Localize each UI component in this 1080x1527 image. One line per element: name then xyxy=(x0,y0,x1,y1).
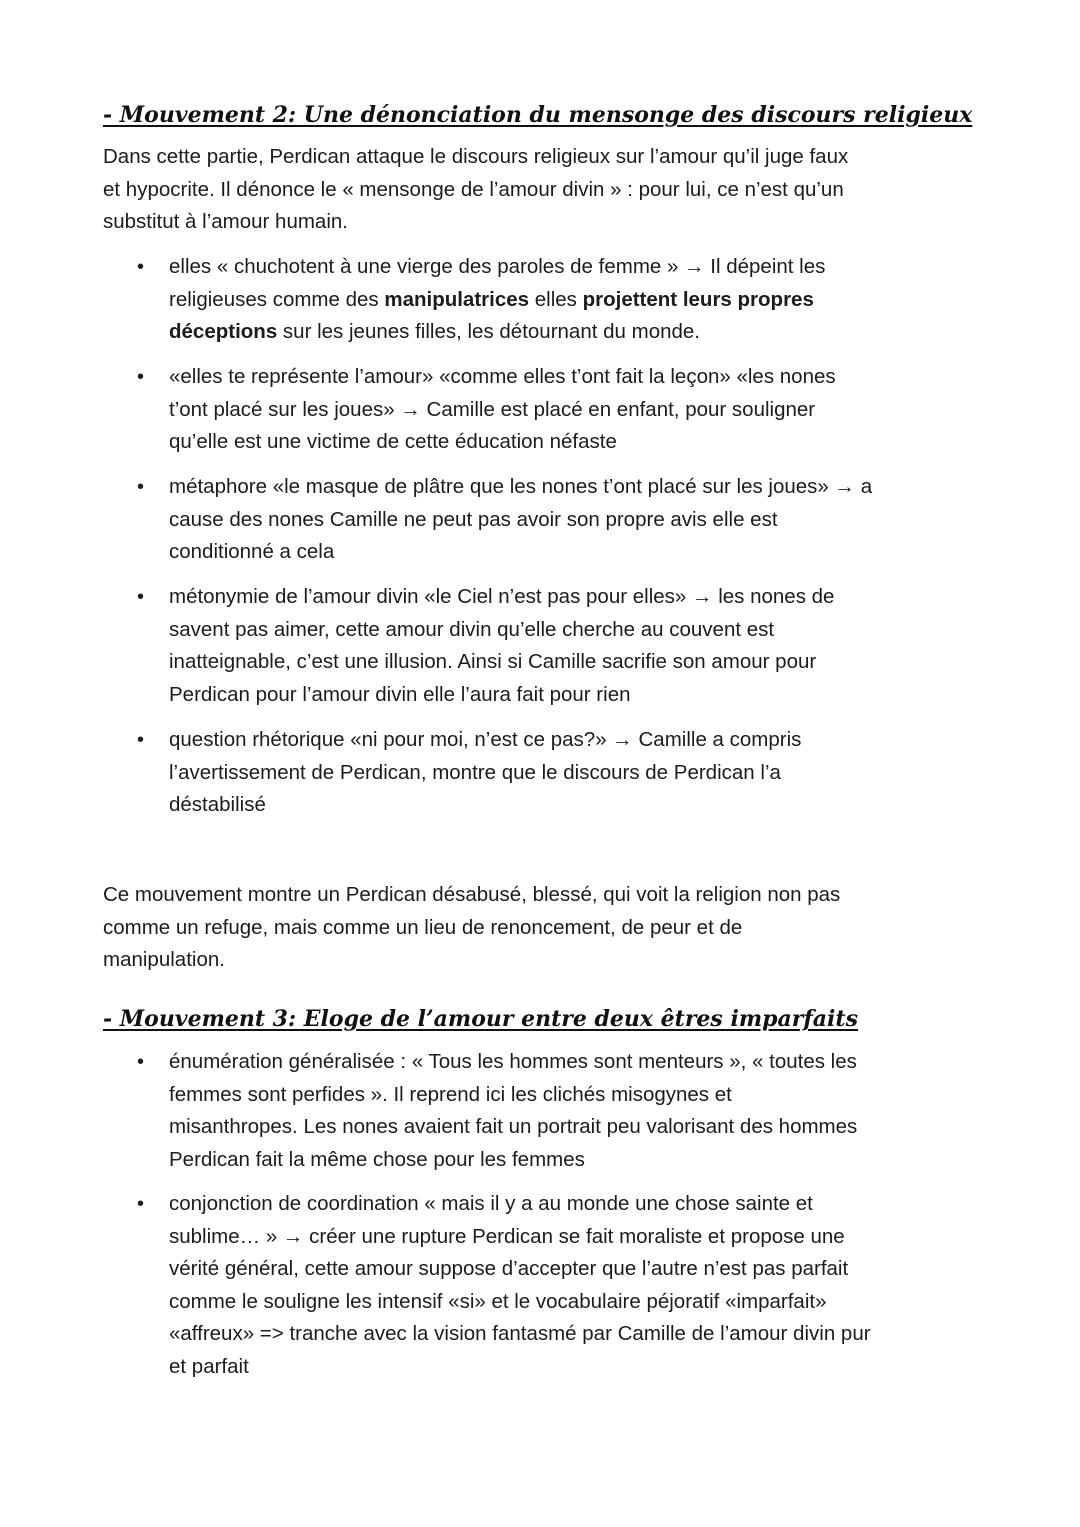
text-line xyxy=(103,1351,1003,1384)
text-line xyxy=(103,251,1003,284)
bullet-item xyxy=(103,1046,1003,1176)
text-line xyxy=(103,504,1003,537)
text-segment: sublime… » → créer une rupture Perdican se fait moraliste et propose une xyxy=(169,1224,845,1248)
bullet-item xyxy=(103,724,1003,822)
text-line xyxy=(103,141,1003,174)
text-line xyxy=(103,471,1003,504)
text-line xyxy=(103,757,1003,790)
text-segment: religieuses comme des xyxy=(169,287,385,311)
text-line xyxy=(103,174,1003,207)
text-segment: elles xyxy=(529,287,583,311)
text-line xyxy=(103,206,1003,239)
text-segment: l’avertissement de Perdican, montre que le discours de Perdican l’a xyxy=(169,760,781,784)
bullet-icon: • xyxy=(137,1193,145,1215)
text-segment: «affreux» => tranche avec la vision fantasmé par Camille de l’amour divin pur xyxy=(169,1322,871,1345)
text-line xyxy=(103,1253,1003,1286)
text-line xyxy=(103,1318,1003,1351)
text-segment: énumération généralisée : « Tous les hommes sont menteurs », « toutes les xyxy=(169,1050,857,1073)
text-segment: Perdican pour l’amour divin elle l’aura fait pour rien xyxy=(169,682,631,706)
text-line xyxy=(103,1286,1003,1319)
bullet-icon: • xyxy=(137,256,145,278)
paragraph xyxy=(103,141,1003,239)
text-line xyxy=(103,1079,1003,1112)
text-line xyxy=(103,1046,1003,1079)
text-line xyxy=(103,1111,1003,1144)
section-heading: - Mouvement 2: Une dénonciation du mensonge des discours religieux xyxy=(103,102,973,128)
bullet-item xyxy=(103,471,1003,569)
text-segment: Ce mouvement montre un Perdican désabusé, blessé, qui voit la religion non pas xyxy=(103,883,841,906)
text-line xyxy=(103,879,1003,912)
text-segment: substitut à l’amour humain. xyxy=(103,210,348,233)
bullet-icon: • xyxy=(137,366,145,388)
bullet-icon: • xyxy=(137,1051,145,1073)
bullet-item xyxy=(103,251,1003,349)
paragraph xyxy=(103,879,1003,977)
text-line xyxy=(103,679,1003,712)
bullet-item xyxy=(103,361,1003,459)
text-segment: femmes sont perfides ». Il reprend ici les clichés misogynes et xyxy=(169,1082,732,1106)
text-segment: et parfait xyxy=(169,1354,249,1378)
text-segment: vérité général, cette amour suppose d’accepter que l’autre n’est pas parfait xyxy=(169,1257,849,1280)
text-line xyxy=(103,394,1003,427)
bullet-icon: • xyxy=(137,476,145,498)
text-line xyxy=(103,614,1003,647)
text-line xyxy=(103,1221,1003,1254)
text-line xyxy=(103,284,1003,317)
text-segment: elles « chuchotent à une vierge des paroles de femme » → Il dépeint les xyxy=(169,255,826,278)
text-segment: savent pas aimer, cette amour divin qu’elle cherche au couvent est xyxy=(169,617,775,641)
text-line xyxy=(103,581,1003,614)
text-segment: conditionné a cela xyxy=(169,540,335,563)
text-segment: métaphore «le masque de plâtre que les nones t’ont placé sur les joues» → a xyxy=(169,475,873,498)
bold-text: projettent leurs propres xyxy=(582,287,814,311)
text-segment: déstabilisé xyxy=(169,793,266,816)
text-line xyxy=(103,316,1003,349)
text-segment: comme le souligne les intensif «si» et le vocabulaire péjoratif «imparfait» xyxy=(169,1289,827,1313)
text-line xyxy=(103,536,1003,569)
bullet-icon: • xyxy=(137,586,145,608)
text-segment: sur les jeunes filles, les détournant du monde. xyxy=(277,320,700,343)
text-segment: conjonction de coordination « mais il y a au monde une chose sainte et xyxy=(169,1192,813,1215)
text-segment: comme un refuge, mais comme un lieu de renoncement, de peur et de xyxy=(103,915,743,939)
text-line xyxy=(103,361,1003,394)
text-line xyxy=(103,724,1003,757)
text-segment: Perdican fait la même chose pour les femmes xyxy=(169,1147,585,1171)
bullet-icon: • xyxy=(137,729,145,751)
bold-text: déceptions xyxy=(169,320,278,343)
text-segment: Dans cette partie, Perdican attaque le discours religieux sur l’amour qu’il juge faux xyxy=(103,145,849,168)
text-line xyxy=(103,1144,1003,1177)
text-segment: et hypocrite. Il dénonce le « mensonge de l’amour divin » : pour lui, ce n’est qu’un xyxy=(103,177,844,201)
text-line xyxy=(103,426,1003,459)
text-segment: question rhétorique «ni pour moi, n’est ce pas?» → Camille a compris xyxy=(169,728,802,751)
text-segment: cause des nones Camille ne peut pas avoir son propre avis elle est xyxy=(169,507,778,531)
bold-text: manipulatrices xyxy=(384,287,530,311)
bullet-item xyxy=(103,1188,1003,1383)
text-segment: t’ont placé sur les joues» → Camille est placé en enfant, pour souligner xyxy=(169,397,816,421)
section-heading: - Mouvement 3: Eloge de l’amour entre deux êtres imparfaits xyxy=(103,1006,858,1032)
text-segment: misanthropes. Les nones avaient fait un portrait peu valorisant des hommes xyxy=(169,1115,858,1138)
text-segment: inatteignable, c’est une illusion. Ainsi si Camille sacrifie son amour pour xyxy=(169,650,817,673)
text-line xyxy=(103,912,1003,945)
text-segment: «elles te représente l’amour» «comme elles t’ont fait la leçon» «les nones xyxy=(169,365,836,388)
text-segment: qu’elle est une victime de cette éducation néfaste xyxy=(169,430,617,453)
bullet-item xyxy=(103,581,1003,711)
text-segment: métonymie de l’amour divin «le Ciel n’est pas pour elles» → les nones de xyxy=(169,585,835,608)
text-segment: manipulation. xyxy=(103,948,225,971)
text-line xyxy=(103,1188,1003,1221)
text-line xyxy=(103,944,1003,977)
text-line xyxy=(103,789,1003,822)
text-line xyxy=(103,646,1003,679)
